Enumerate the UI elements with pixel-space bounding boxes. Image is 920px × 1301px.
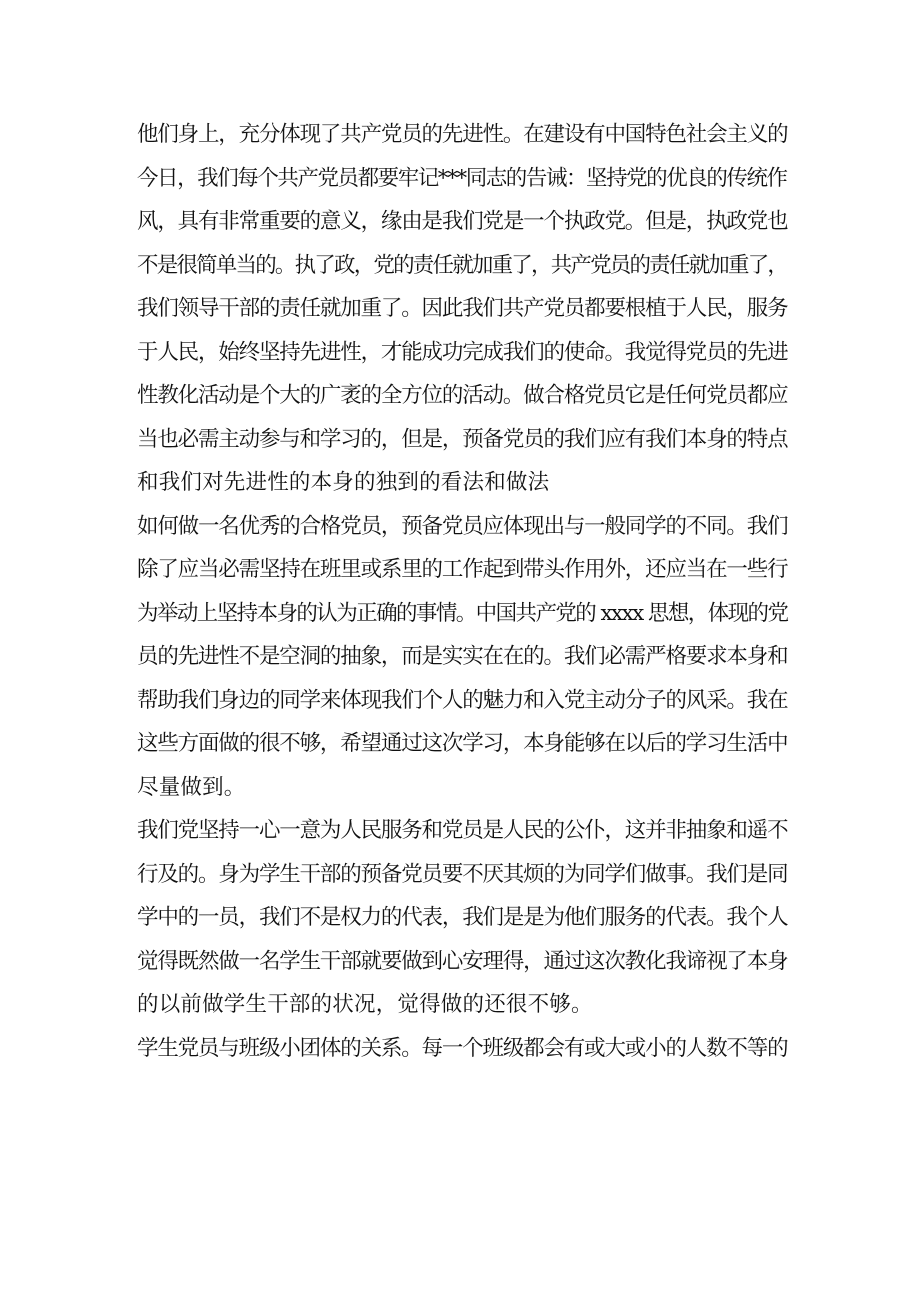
text-line: 行及的。身为学生干部的预备党员要不厌其烦的为同学们做事。我们是同 <box>137 861 788 887</box>
text-line: 为举动上坚持本身的认为正确的事情。中国共产党的 xxxx 思想，体现的党 <box>137 600 788 626</box>
text-line: 我们党坚持一心一意为人民服务和党员是人民的公仆，这并非抽象和遥不 <box>137 818 788 843</box>
text-line: 这些方面做的很不够，希望通过这次学习，本身能够在以后的学习生活中 <box>137 731 788 756</box>
document-body <box>137 113 787 1070</box>
text-line: 除了应当必需坚持在班里或系里的工作起到带头作用外，还应当在一些行 <box>137 557 788 582</box>
paragraph-1 <box>137 113 787 505</box>
text-line: 于人民，始终坚持先进性，才能成功完成我们的使命。我觉得党员的先进 <box>137 339 788 365</box>
text-line: 风，具有非常重要的意义，缘由是我们党是一个执政党。但是，执政党也 <box>137 209 788 234</box>
text-line: 帮助我们身边的同学来体现我们个人的魅力和入党主动分子的风采。我在 <box>137 687 788 713</box>
text-line: 他们身上，充分体现了共产党员的先进性。在建设有中国特色社会主义的 <box>137 122 788 147</box>
text-line: 觉得既然做一名学生干部就要做到心安理得，通过这次教化我谛视了本身 <box>137 948 788 974</box>
text-line: 和我们对先进性的本身的独到的看法和做法 <box>137 470 550 495</box>
text-line: 尽量做到。 <box>137 774 246 800</box>
text-line: 如何做一名优秀的合格党员，预备党员应体现出与一般同学的不同。我们 <box>137 513 788 539</box>
paragraph-2 <box>137 505 787 810</box>
paragraph-3 <box>137 809 787 1027</box>
text-line: 不是很简单当的。执了政，党的责任就加重了，共产党员的责任就加重了， <box>137 252 788 278</box>
text-line: 学中的一员，我们不是权力的代表，我们是是为他们服务的代表。我个人 <box>137 905 788 930</box>
text-line: 员的先进性不是空洞的抽象，而是实实在在的。我们必需严格要求本身和 <box>137 644 788 669</box>
text-line: 学生党员与班级小团体的关系。每一个班级都会有或大或小的人数不等的 <box>137 1035 788 1061</box>
paragraph-4 <box>137 1027 787 1071</box>
text-line: 我们领导干部的责任就加重了。因此我们共产党员都要根植于人民，服务 <box>137 296 788 321</box>
text-line: 的以前做学生干部的状况，觉得做的还很不够。 <box>137 992 593 1017</box>
text-line: 当也必需主动参与和学习的，但是，预备党员的我们应有我们本身的特点 <box>137 426 788 452</box>
text-line: 今日，我们每个共产党员都要牢记***同志的告诫：坚持党的优良的传统作 <box>137 165 787 191</box>
text-line: 性教化活动是个大的广袤的全方位的活动。做合格党员它是任何党员都应 <box>137 383 788 408</box>
